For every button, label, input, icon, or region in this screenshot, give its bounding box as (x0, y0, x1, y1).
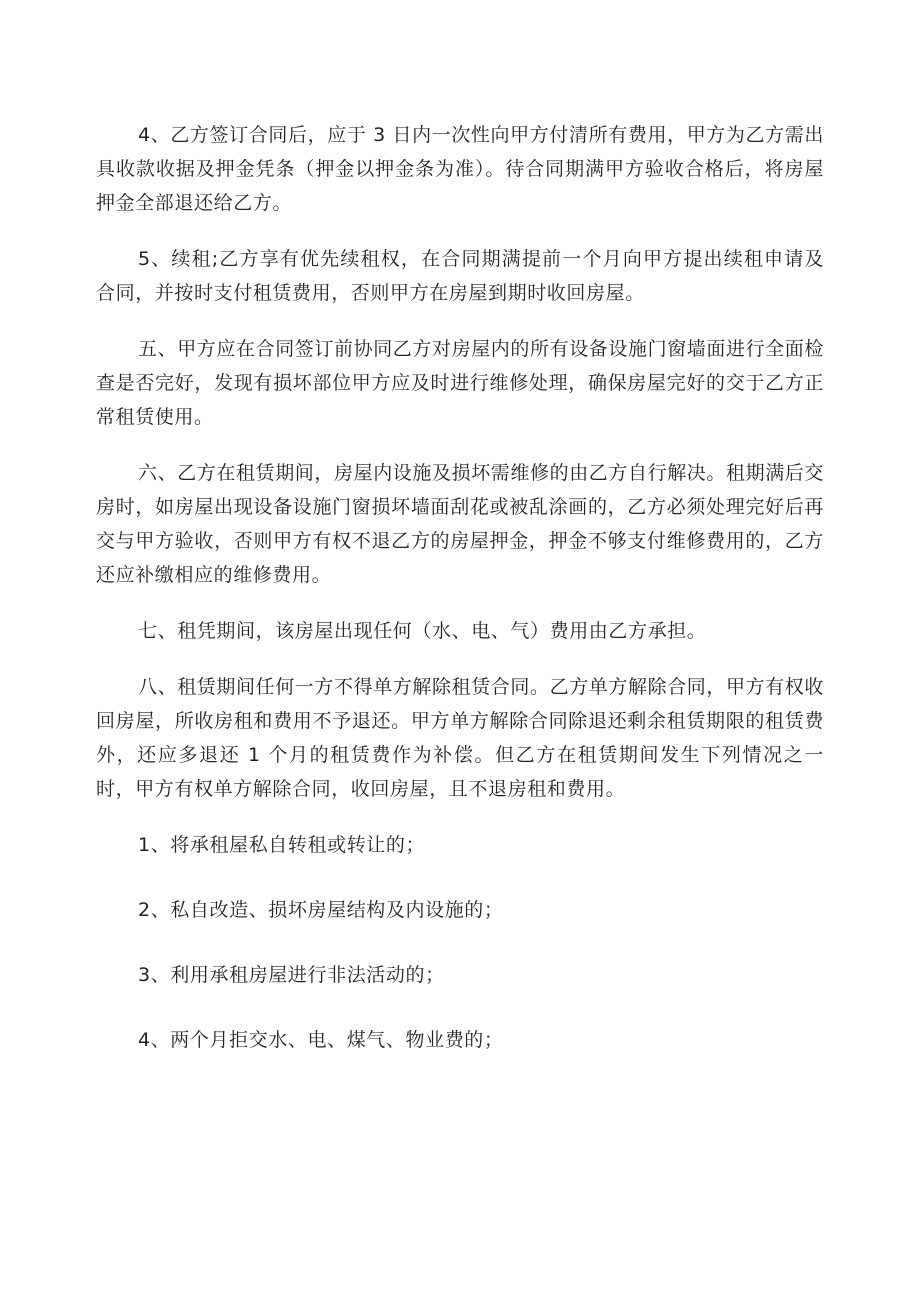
paragraph-utility-fees: 七、租凭期间，该房屋出现任何（水、电、气）费用由乙方承担。 (138, 620, 707, 642)
paragraph-repair-responsibility: 六、乙方在租赁期间，房屋内设施及损坏需维修的由乙方自行解决。租期满后交房时，如房屋出现设备设施门窗损坏墙面刮花或被乱涂画的，乙方必须处理完好后再交与甲方验收，否则甲方有权不退乙方的房屋押金，押金不够支付维修费用的，乙方还应补缴相应的维修费用。 (96, 462, 825, 586)
paragraph-deposit-payment: 4、乙方签订合同后，应于 3 日内一次性向甲方付清所有费用，甲方为乙方需出具收款收据及押金凭条（押金以押金条为准）。待合同期满甲方验收合格后，将房屋押金全部退还给乙方。 (96, 124, 824, 214)
paragraph-contract-termination: 八、租赁期间任何一方不得单方解除租赁合同。乙方单方解除合同，甲方有权收回房屋，所收房租和费用不予退还。甲方单方解除合同除退还剩余租赁期限的租赁费外，还应多退还 1 个月的租赁费作为补偿。但乙方在租赁期间发生下列情况之一时，甲方有权单方解除合同，收回房屋，且不退房租和费用。 (96, 676, 825, 800)
list-item-structure-damage: 2、私自改造、损坏房屋结构及内设施的； (138, 899, 504, 921)
paragraph-lease-renewal: 5、续租;乙方享有优先续租权，在合同期满提前一个月向甲方提出续租申请及合同，并按时支付租赁费用，否则甲方在房屋到期时收回房屋。 (96, 248, 824, 304)
list-item-illegal-activity: 3、利用承租房屋进行非法活动的； (138, 964, 445, 986)
list-item-unpaid-fees: 4、两个月拒交水、电、煤气、物业费的； (138, 1029, 504, 1051)
list-item-sublet: 1、将承租屋私自转租或转让的； (138, 834, 426, 856)
contract-body (96, 118, 824, 1057)
paragraph-pre-inspection: 五、甲方应在合同签订前协同乙方对房屋内的所有设备设施门窗墙面进行全面检查是否完好，发现有损坏部位甲方应及时进行维修处理，确保房屋完好的交于乙方正常租赁使用。 (96, 338, 825, 428)
